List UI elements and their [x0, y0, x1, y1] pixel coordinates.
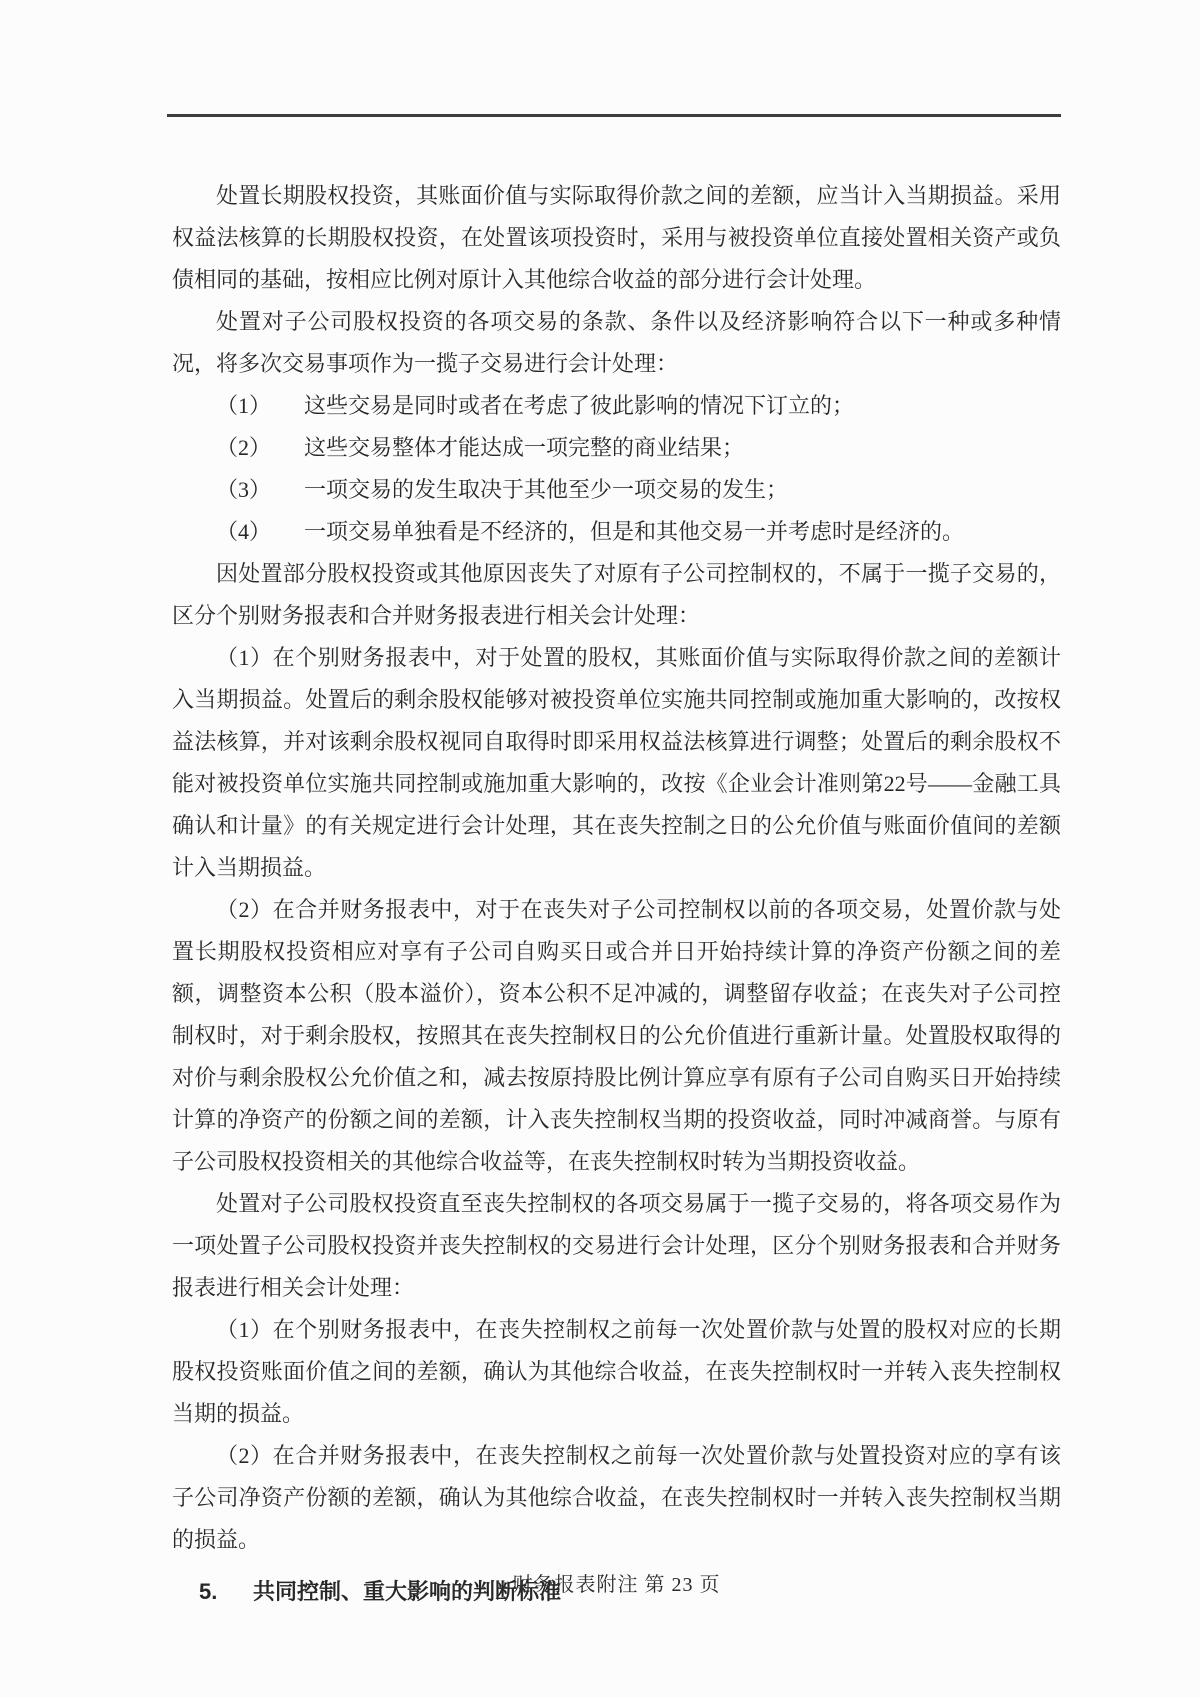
page-footer [172, 1568, 1061, 1597]
document-body [172, 175, 1061, 1613]
list-item [172, 427, 1061, 469]
list-item-number: （1） [216, 393, 272, 418]
section-heading-title: 共同控制、重大影响的判断标准 [253, 1579, 562, 1604]
paragraph: （1）在个别财务报表中，在丧失控制权之前每一次处置价款与处置的股权对应的长期股权投资账面价值之间的差额，确认为其他综合收益，在丧失控制权时一并转入丧失控制权当期的损益。 [172, 1317, 1061, 1426]
paragraph: 处置长期股权投资，其账面价值与实际取得价款之间的差额，应当计入当期损益。采用权益法核算的长期股权投资，在处置该项投资时，采用与被投资单位直接处置相关资产或负债相同的基础，按相应比例对原计入其他综合收益的部分进行会计处理。 [172, 183, 1061, 292]
list-item-number: （3） [216, 477, 272, 502]
list-item [172, 511, 1061, 553]
list-item-number: （2） [216, 435, 272, 460]
list-item-text: 一项交易的发生取决于其他至少一项交易的发生； [304, 477, 789, 502]
section-heading-number: 5. [199, 1579, 218, 1604]
list-item [172, 469, 1061, 511]
paragraph: （2）在合并财务报表中，对于在丧失对子公司控制权以前的各项交易，处置价款与处置长期股权投资相应对享有子公司自购买日或合并日开始持续计算的净资产份额之间的差额，调整资本公积（股本溢价），资本公积不足冲减的，调整留存收益；在丧失对子公司控制权时，对于剩余股权，按照其在丧失控制权日的公允价值进行重新计量。处置股权取得的对价与剩余股权公允价值之和，减去按原持股比例计算应享有原有子公司自购买日开始持续计算的净资产的份额之间的差额，计入丧失控制权当期的投资收益，同时冲减商誉。与原有子公司股权投资相关的其他综合收益等，在丧失控制权时转为当期投资收益。 [172, 897, 1061, 1174]
list-item-number: （4） [216, 519, 272, 544]
footer-text: 财务报表附注 第 23 页 [512, 1574, 721, 1596]
list-item-text: 这些交易是同时或者在考虑了彼此影响的情况下订立的； [304, 393, 855, 418]
paragraph: （1）在个别财务报表中，对于处置的股权，其账面价值与实际取得价款之间的差额计入当期损益。处置后的剩余股权能够对被投资单位实施共同控制或施加重大影响的，改按权益法核算，并对该剩余股权视同自取得时即采用权益法核算进行调整；处置后的剩余股权不能对被投资单位实施共同控制或施加重大影响的，改按《企业会计准则第22号——金融工具确认和计量》的有关规定进行会计处理，其在丧失控制之日的公允价值与账面价值间的差额计入当期损益。 [172, 645, 1061, 880]
list-item-text: 这些交易整体才能达成一项完整的商业结果； [304, 435, 745, 460]
list-item [172, 385, 1061, 427]
header-rule [167, 114, 1061, 117]
paragraph: 处置对子公司股权投资的各项交易的条款、条件以及经济影响符合以下一种或多种情况，将多次交易事项作为一揽子交易进行会计处理： [172, 309, 1061, 376]
paragraph: 处置对子公司股权投资直至丧失控制权的各项交易属于一揽子交易的，将各项交易作为一项处置子公司股权投资并丧失控制权的交易进行会计处理，区分个别财务报表和合并财务报表进行相关会计处理： [172, 1191, 1061, 1300]
paragraph: （2）在合并财务报表中，在丧失控制权之前每一次处置价款与处置投资对应的享有该子公司净资产份额的差额，确认为其他综合收益，在丧失控制权时一并转入丧失控制权当期的损益。 [172, 1443, 1061, 1552]
list-item-text: 一项交易单独看是不经济的，但是和其他交易一并考虑时是经济的。 [304, 519, 965, 544]
paragraph: 因处置部分股权投资或其他原因丧失了对原有子公司控制权的，不属于一揽子交易的，区分个别财务报表和合并财务报表进行相关会计处理： [172, 561, 1061, 628]
